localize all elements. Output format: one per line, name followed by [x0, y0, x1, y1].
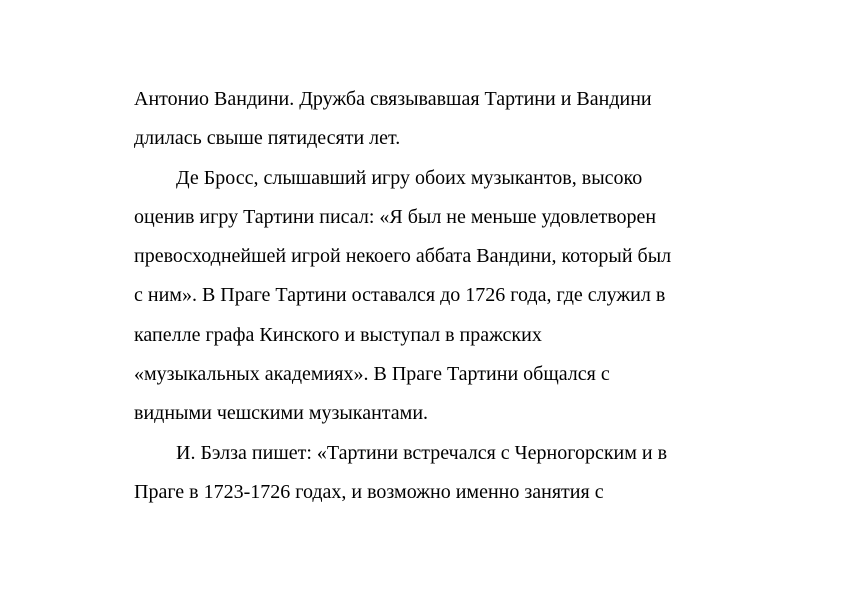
text-line-1: Антонио Вандини. Дружба связывавшая Тартини и Вандини	[134, 88, 652, 110]
text-line-10: И. Бэлза пишет: «Тартини встречался с Черногорским и в	[176, 441, 668, 464]
text-line-3: Де Бросс, слышавший игру обоих музыкантов, высоко	[176, 166, 643, 189]
body-text	[134, 84, 734, 516]
text-line-5: превосходнейшей игрой некоего аббата Вандини, который был	[134, 245, 672, 268]
text-line-11: Праге в 1723-1726 годах, и возможно именно занятия с	[134, 480, 604, 503]
text-line-4: оценив игру Тартини писал: «Я был не меньше удовлетворен	[134, 205, 657, 228]
text-line-2: длилась свыше пятидесяти лет.	[134, 127, 401, 150]
text-line-8: «музыкальных академиях». В Праге Тартини общался с	[134, 363, 610, 386]
text-line-7: капелле графа Кинского и выступал в пражских	[134, 323, 542, 346]
text-line-6: с ним». В Праге Тартини оставался до 1726 года, где служил в	[134, 284, 666, 307]
text-line-9: видными чешскими музыкантами.	[134, 402, 429, 425]
